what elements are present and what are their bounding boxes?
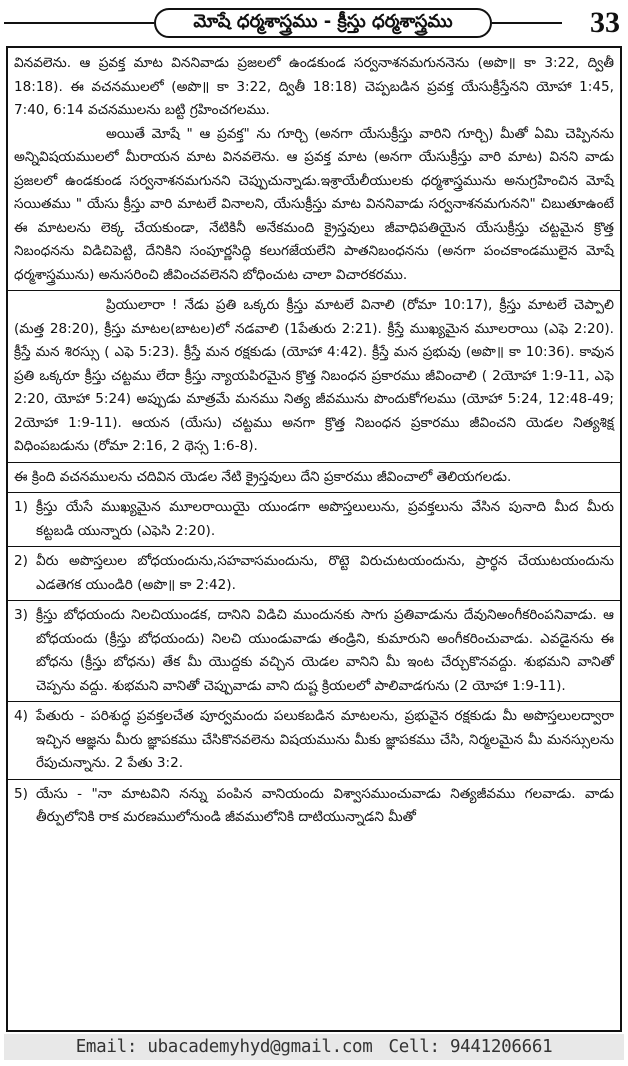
list-item — [14, 604, 614, 698]
item-number: 1) — [14, 499, 28, 515]
header-rule-right — [492, 22, 562, 24]
item-divider — [8, 779, 620, 780]
item-divider — [8, 600, 620, 601]
item-text: పేతురు - పరిశుద్ధ ప్రవక్తలచేత పూర్వమందు పలుకబడిన మాటలను, ప్రభువైన రక్షకుడు మీ అపొస్తలులద్వారా ఇచ్చిన ఆజ్ఞను మీరు జ్ఞాపకము చేసికొనవలెను విషయమును మీకు జ్ఞాపకము చేసి, నిర్మలమైన మీ మనస్సులను రేపుచున్నాను. 2 పేతు 3:2. — [36, 708, 614, 771]
item-number: 5) — [14, 785, 28, 802]
header-rule-left — [4, 22, 154, 24]
contact-footer — [4, 1034, 624, 1060]
item-text: వీరు అపొస్తలుల బోధయందును,సహవాసమందును, రొట్టె విరుచుటయందును, ప్రార్థన చేయుటయందును ఎడతెగక యుండిరి (అపొ॥ కా 2:42). — [36, 553, 614, 593]
paragraph-1: వినవలెను. ఆ ప్రవక్త మాట విననివాడు ప్రజలలో ఉండకుండ సర్వనాశనమగుననెను (అపొ॥ కా 3:22, ద్వితీ 18:18). ఈ వచనములలో (అపొ॥ కా 3:22, ద్వితీ 18:18) చెప్పబడిన ప్రవక్త యేసుక్రీస్తేనని యోహా 1:45, 7:40, 6:14 వచనములను బట్టి గ్రహించగలము. — [14, 55, 614, 118]
page-header — [4, 4, 624, 46]
item-text: యేసు - "నా మాటవిని నన్ను పంపిన వానియందు విశ్వాసముంచువాడు నిత్యజీవము గలవాడు. వాడు తీర్పులోనికి రాక మరణములోనుండి జీవములోనికి దాటియున్నాడని మీతో — [36, 785, 614, 825]
footer-cell: Cell: 9441206661 — [388, 1037, 553, 1057]
item-divider — [8, 546, 620, 547]
text-frame — [6, 46, 622, 1032]
running-title: మోషే ధర్మశాస్త్రము - క్రీస్తు ధర్మశాస్త్రము — [154, 8, 492, 38]
list-item — [14, 783, 614, 830]
section-divider — [8, 492, 620, 493]
list-item — [14, 550, 614, 597]
item-number: 2) — [14, 553, 28, 569]
item-divider — [8, 701, 620, 702]
list-item — [14, 705, 614, 776]
footer-email: Email: ubacademyhyd@gmail.com — [75, 1037, 373, 1057]
page-number: 33 — [590, 6, 620, 39]
item-number: 3) — [14, 607, 28, 623]
section-divider — [8, 290, 620, 291]
book-page — [4, 4, 624, 1062]
item-number: 4) — [14, 708, 28, 724]
list-item — [14, 496, 614, 543]
paragraph-3: ప్రియులారా ! నేడు ప్రతి ఒక్కరు క్రీస్తు మాటలే వినాలి (రోమా 10:17), క్రీస్తు మాటలే చెప్పాలి (మత్త 28:20), క్రీస్తు మాటల(బాటల)లో నడవాలి (1పేతురు 2:21). క్రీస్తే ముఖ్యమైన మూలరాయి (ఎఫె 2:20). క్రీస్తే మన శిరస్సు ( ఎఫె 5:23). క్రీస్తే మన రక్షకుడు (యోహా 4:42). క్రీస్తే మన ప్రభువు (అపొ॥ కా 10:36). కావున ప్రతి ఒక్కరూ క్రీస్తు చట్టము లేదా క్రీస్తు న్యాయపిరమైన క్రొత్త నిబంధన ప్రకారము జీవించాలి ( 2యోహా 1:9-11, ఎఫె 2:20, యోహా 5:24) అప్పుడు మాత్రమే మనము నిత్య జీవమును పొందుకోగలము (యోహా 5:24, 12:48-49; 2యోహా 1:9-11). ఆయన (యేసు) చట్టము అనగా క్రొత్త నిబంధన ప్రకారము జీవించని యెడల నిత్యశిక్ష విధింపబడును (రోమా 2:16, 2 థెస్స 1:6-8). — [14, 297, 614, 454]
item-text: క్రీస్తు బోధయందు నిలచియుండక, దానిని విడిచి ముందునకు సాగు ప్రతివాడును దేవునిఅంగీకరింపనివాడు. ఆ బోధయందు (క్రీస్తు బోధయందు) నిలచి యుండువాడు తండ్రిని, కుమారుని అంగీకరించువాడు. ఎవడైనను ఈ బోధను (క్రీస్తు బోధను) తేక మీ యొద్దకు వచ్చిన యెడల వానిని మీ ఇంట చేర్చుకొనవద్దు. శుభమని వానితో చెప్పను వద్దు. శుభమని వానితో చెప్పువాడు వాని దుష్ట క్రియలలో పాలివాడగును (2 యోహా 1:9-11). — [36, 607, 614, 694]
paragraph-4: ఈ క్రింది వచనములను చదివిన యెడల నేటి క్రైస్తవులు దేని ప్రకారము జీవించాలో తెలియగలడు. — [14, 468, 512, 485]
section-divider — [8, 462, 620, 463]
item-text: క్రీస్తు యేసే ముఖ్యమైన మూలరాయియై యుండగా అపొస్తలులును, ప్రవక్తలును వేసిన పునాది మీద మీరు కట్టబడి యున్నారు (ఎఫెసి 2:20). — [36, 499, 614, 539]
paragraph-2: అయితే మోషే " ఆ ప్రవక్త" ను గూర్చి (అనగా యేసుక్రీస్తు వారిని గూర్చి) మీతో ఏమి చెప్పినను అన్నివిషయములలో మీరాయన మాట వినవలెను. ఆ ప్రవక్త మాట (అనగా యేసుక్రీస్తు వారి మాట) వినని వాడు ప్రజలలో ఉండకుండ సర్వనాశనమగునని చెప్పుచున్నాడు.ఇశ్రాయేలీయులకు ధర్మశాస్త్రమును అనుగ్రహించిన మోషే సయితము " యేసు క్రీస్తు వారి మాటలే వినాలని, యేసుక్రీస్తు మాట విననివాడు సర్వనాశనమగునని" చిబుతూఉంటే ఈ మాటలను లెక్క చేయకుండా, నేటికినీ అనేకమంది క్రైస్తవులు జీవాధిపతియైన యేసుక్రీస్తు చట్టమైన క్రొత్త నిబంధనను విడిచిపెట్టి, దేనికిని సంపూర్ణసిద్ధి కలుగజేయలేని పాతనిబంధనను (అనగా పంచకాండములైన మోషే ధర్మశాస్త్రమును) అనుసరించి జీవించవలెనని బోధించుట చాలా విచారకరము. — [14, 125, 614, 283]
